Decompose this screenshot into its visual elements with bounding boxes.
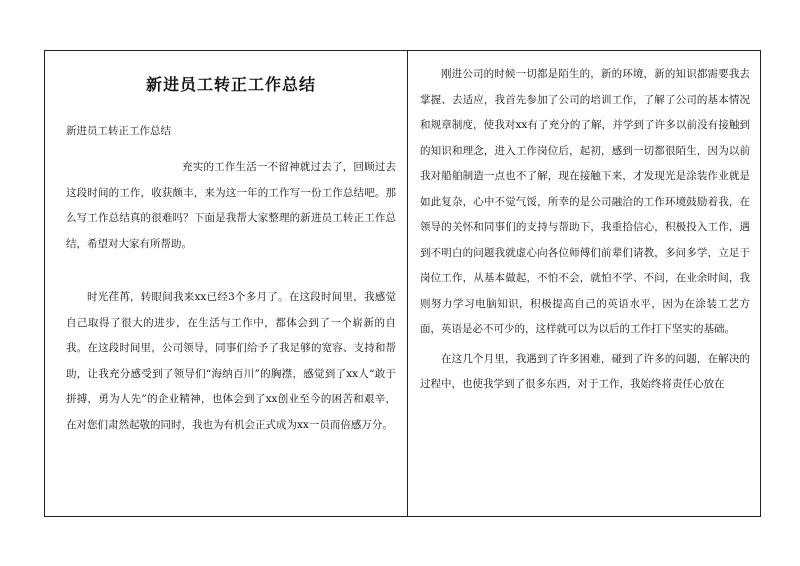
body-paragraph: 在这几个月里，我遇到了许多困难，碰到了许多的问题，在解决的过程中，也使我学到了很多东西，对于工作，我始终将责任心放在 [420, 352, 750, 390]
document-subtitle: 新进员工转正工作总结 [66, 125, 171, 137]
column-divider [407, 50, 408, 517]
document-title: 新进员工转正工作总结 [145, 75, 316, 94]
right-column [420, 62, 750, 398]
intro-paragraph: 充实的工作生活一不留神就过去了，回顾过去这段时间的工作，收获颇丰，来为这一年的工作写一份工作总结吧。那么写工作总结真的很难吗？下面是我帮大家整理的新进员工转正工作总结，希望对大家有所帮助。 [66, 161, 396, 250]
body-paragraph: 刚进公司的时候一切都是陌生的，新的环境，新的知识都需要我去掌握、去适应，我首先参加了公司的培训工作，了解了公司的基本情况和规章制度，使我对xx有了充分的了解，并学到了许多以前没有接触到的知识和理念，进入工作岗位后，起初，感到一切都很陌生，因为以前我对船舶制造一点也不了解，现在接触下来，才发现光是涂装作业就是如此复杂，心中不觉气馁，所幸的是公司融洽的工作环境鼓励着我，在领导的关怀和同事们的支持与帮助下，我重拾信心，积极投入工作，遇到不明白的问题我就虚心向各位师傅们前辈们请教，多问多学，立足于岗位工作，从基本做起，不怕不会，就怕不学、不问，在业余时间，我则努力学习电脑知识，积极提高自己的英语水平，因为在涂装工艺方面，英语是必不可少的，这样就可以为以后的工作打下坚实的基础。 [420, 68, 750, 335]
body-paragraph: 时光荏苒，转眼间我来xx已经3个多月了。在这段时间里，我感觉自己取得了很大的进步，在生活与工作中，都体会到了一个崭新的自我。在这段时间里，公司领导，同事们给予了我足够的宽容、支持和帮助，让我充分感受到了领导们“海纳百川”的胸襟，感觉到了xx人“敢于拼搏，勇为人先”的企业精神，也体会到了xx创业至今的困苦和艰辛，在对您们肃然起敬的同时，我也为有机会正式成为xx一员而倍感万分。 [66, 291, 396, 431]
left-column [66, 62, 396, 438]
